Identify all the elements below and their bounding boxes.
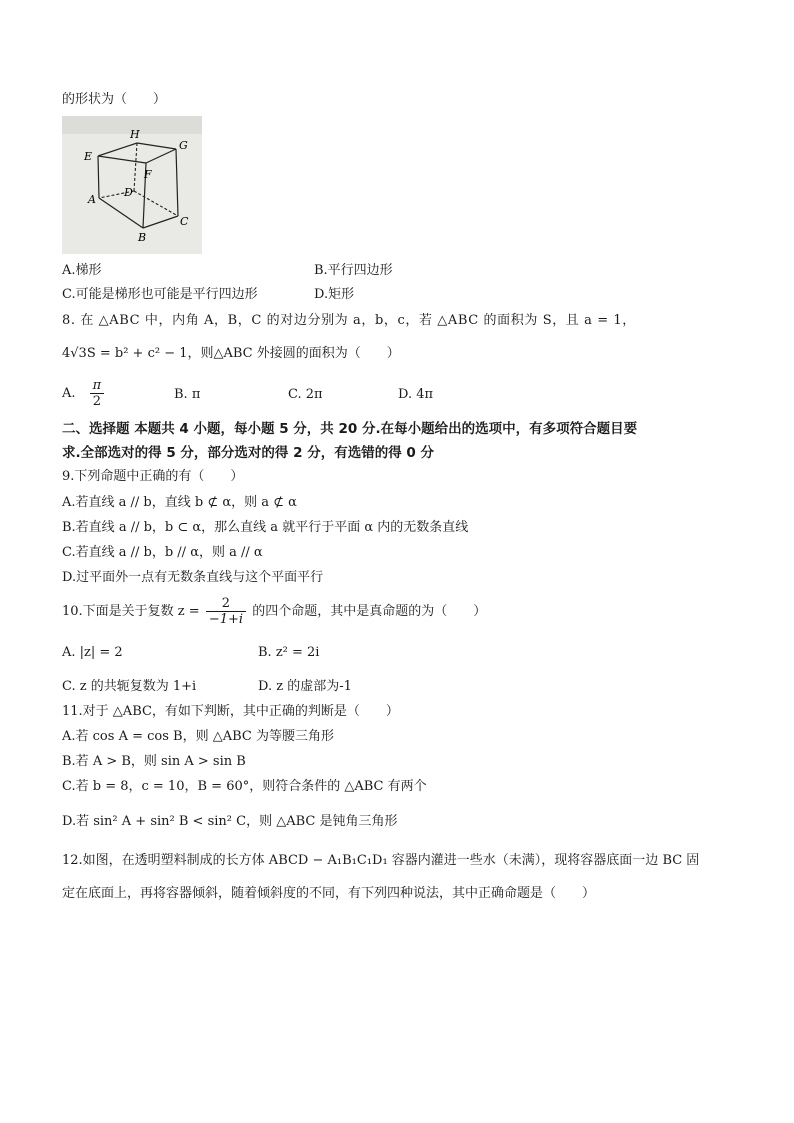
q8-option-a xyxy=(62,378,106,409)
label-H: H xyxy=(130,128,140,141)
q11-option-c: C.若 b = 8，c = 10，B = 60°，则符合条件的 △ABC 有两个 xyxy=(62,779,427,794)
q11-option-a: A.若 cos A = cos B，则 △ABC 为等腰三角形 xyxy=(62,729,334,744)
prism-diagram xyxy=(62,116,202,254)
label-E: E xyxy=(84,150,93,163)
label-C: C xyxy=(180,215,189,228)
section2-heading-line2: 求.全部选对的得 5 分，部分选对的得 2 分，有选错的得 0 分 xyxy=(62,445,435,461)
section2-heading-line1: 二、选择题 本题共 4 小题，每小题 5 分，共 20 分.在每小题给出的选项中，有多项符合题目要 xyxy=(62,421,638,437)
q10-option-a: A. |z| = 2 xyxy=(62,645,123,660)
q10-option-b: B. z² = 2i xyxy=(258,645,320,660)
q8-option-b: B. π xyxy=(174,387,201,402)
prism-figure xyxy=(62,116,202,254)
q9-option-a: A.若直线 a // b，直线 b ⊄ α，则 a ⊄ α xyxy=(62,495,297,510)
label-A: A xyxy=(88,193,96,206)
q7-option-d: D.矩形 xyxy=(314,287,355,302)
q8-option-a-label: A. xyxy=(62,386,76,401)
q11-option-d: D.若 sin² A + sin² B < sin² C，则 △ABC 是钝角三角形 xyxy=(62,814,398,829)
q7-option-b: B.平行四边形 xyxy=(314,263,393,278)
q10-stem-pre: 10.下面是关于复数 z = xyxy=(62,604,200,619)
q8-option-a-numerator: π xyxy=(90,378,105,394)
q8-stem-line2: 4√3S = b² + c² − 1，则△ABC 外接圆的面积为（ ） xyxy=(62,346,400,361)
q8-option-a-fraction xyxy=(90,378,105,409)
q12-stem-line1: 12.如图，在透明塑料制成的长方体 ABCD − A₁B₁C₁D₁ 容器内灌进一些水（未满），现将容器底面一边 BC 固 xyxy=(62,853,700,868)
q10-fraction-numerator: 2 xyxy=(206,596,246,612)
label-B: B xyxy=(138,231,147,244)
q9-option-c: C.若直线 a // b，b // α，则 a // α xyxy=(62,545,263,560)
q11-option-b: B.若 A > B，则 sin A > sin B xyxy=(62,754,246,769)
q10-option-d: D. z 的虚部为-1 xyxy=(258,679,352,694)
q10-option-c: C. z 的共轭复数为 1+i xyxy=(62,679,197,694)
q8-option-c: C. 2π xyxy=(288,387,323,402)
q9-stem: 9.下列命题中正确的有（ ） xyxy=(62,469,244,484)
q8-option-a-denominator: 2 xyxy=(92,394,102,409)
q10-stem-post: 的四个命题，其中是真命题的为（ ） xyxy=(252,604,487,619)
label-D: D xyxy=(124,186,133,199)
label-F: F xyxy=(144,168,152,181)
q9-option-b: B.若直线 a // b，b ⊂ α，那么直线 a 就平行于平面 α 内的无数条直线 xyxy=(62,520,469,535)
q10-fraction xyxy=(206,596,246,627)
q8-stem-line1: 8. 在 △ABC 中，内角 A，B，C 的对边分别为 a，b，c，若 △ABC 的面积为 S，且 a = 1， xyxy=(62,313,636,328)
label-G: G xyxy=(179,139,188,152)
q10-fraction-denominator: −1+i xyxy=(208,612,244,627)
q12-stem-line2: 定在底面上，再将容器倾斜，随着倾斜度的不同，有下列四种说法，其中正确命题是（ ） xyxy=(62,886,596,901)
q10-stem xyxy=(62,596,486,627)
q9-option-d: D.过平面外一点有无数条直线与这个平面平行 xyxy=(62,570,324,585)
q7-option-a: A.梯形 xyxy=(62,263,102,278)
q11-stem: 11.对于 △ABC，有如下判断，其中正确的判断是（ ） xyxy=(62,704,399,719)
q7-option-c: C.可能是梯形也可能是平行四边形 xyxy=(62,287,258,302)
q8-option-d: D. 4π xyxy=(398,387,434,402)
q7-stem-tail: 的形状为（ ） xyxy=(62,92,167,107)
